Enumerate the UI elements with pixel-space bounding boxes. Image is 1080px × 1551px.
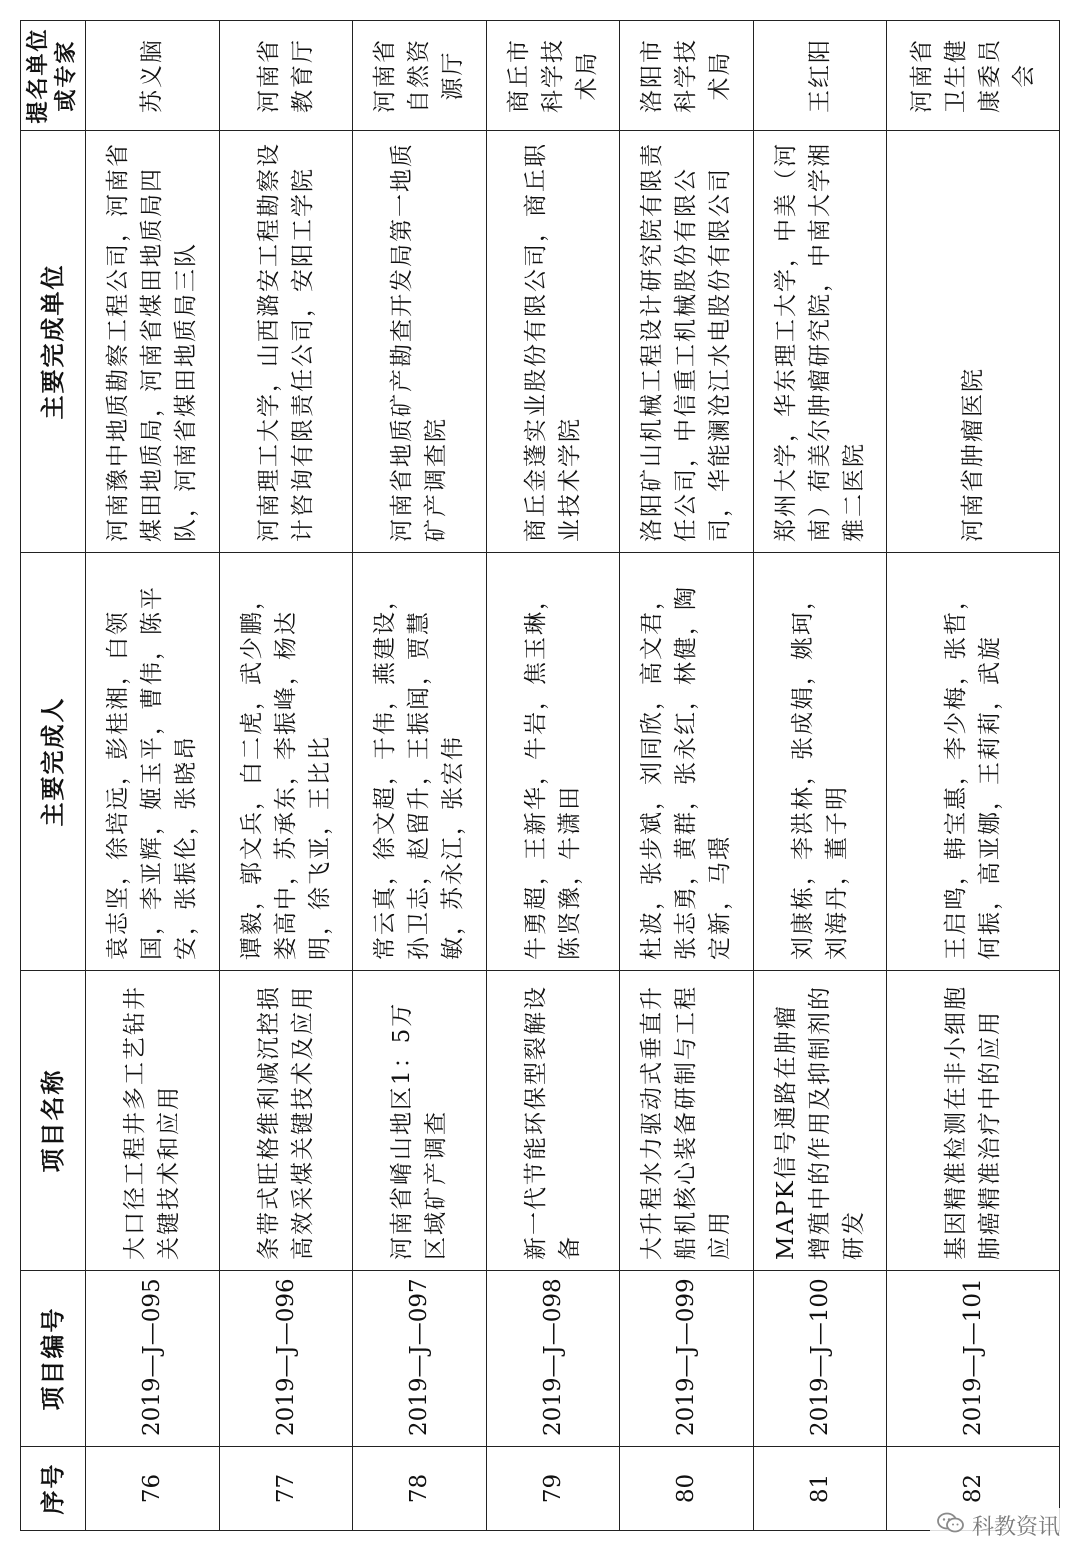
cell-code: 2019—J—099 — [620, 1271, 754, 1447]
cell-code: 2019—J—096 — [219, 1271, 353, 1447]
cell-people: 刘康栋，李洪林，张成娟，姚珂，刘海丹，董子明 — [753, 553, 887, 971]
table-row — [353, 21, 487, 1531]
header-nominator-line1: 提名单位 — [26, 27, 51, 124]
watermark — [930, 1508, 1066, 1543]
cell-nominator: 商丘市科学技术局 — [486, 21, 620, 131]
cell-units: 河南省地质矿产勘查开发局第一地质矿产调查院 — [353, 131, 487, 553]
header-no: 序号 — [21, 1447, 86, 1531]
rotated-table-container — [20, 21, 1060, 1531]
header-nominator-line2: 或专家 — [54, 39, 79, 112]
wechat-icon — [936, 1511, 966, 1541]
cell-no: 76 — [86, 1447, 220, 1531]
table-row — [887, 21, 1060, 1531]
cell-no: 80 — [620, 1447, 754, 1531]
cell-people: 杜波，张步斌，刘同欣，高文君，张志勇，黄群，张永红，林健，陶定新，马璟 — [620, 553, 754, 971]
cell-no: 81 — [753, 1447, 887, 1531]
cell-people: 牛勇超，王新华，牛岩，焦玉琳，陈贤豫，牛潇田 — [486, 553, 620, 971]
cell-units: 郑州大学，华东理工大学，中美（河南）荷美尔肿瘤研究院，中南大学湘雅二医院 — [753, 131, 887, 553]
cell-code: 2019—J—098 — [486, 1271, 620, 1447]
cell-nominator: 洛阳市科学技术局 — [620, 21, 754, 131]
cell-name: MAPK信号通路在肿瘤增殖中的作用及抑制剂的研发 — [753, 971, 887, 1271]
project-table — [20, 20, 1060, 1531]
watermark-text: 科教资讯 — [971, 1515, 1060, 1540]
cell-code: 2019—J—100 — [753, 1271, 887, 1447]
table-row — [219, 21, 353, 1531]
table-row — [753, 21, 887, 1531]
header-people: 主要完成人 — [21, 553, 86, 971]
cell-name: 大口径工程井多工艺钻井关键技术和应用 — [86, 971, 220, 1271]
table-header-row — [21, 21, 86, 1531]
cell-people: 常云真，徐文超，于伟，燕建设，孙卫志，赵留升，王振闻，贾慧敏，苏永江，张宏伟 — [353, 553, 487, 971]
cell-units: 河南省肿瘤医院 — [887, 131, 1060, 553]
cell-no: 77 — [219, 1447, 353, 1531]
cell-units: 商丘金蓬实业股份有限公司，商丘职业技术学院 — [486, 131, 620, 553]
cell-people: 谭毅，郭文兵，白二虎，武少鹏，娄高中，苏承东，李振峰，杨达明，徐飞亚，王比比 — [219, 553, 353, 971]
cell-name: 条带式旺格维利减沉控损高效采煤关键技术及应用 — [219, 971, 353, 1271]
cell-units: 河南豫中地质勘察工程公司，河南省煤田地质局，河南省煤田地质局四队，河南省煤田地质局三队 — [86, 131, 220, 553]
cell-people: 王启鸣，韩宝惠，李少梅，张哲，何振，高亚娜，王莉莉，武旋 — [887, 553, 1060, 971]
cell-units: 洛阳矿山机械工程设计研究院有限责任公司，中信重工机械股份有限公司，华能澜沧江水电股份有限公司 — [620, 131, 754, 553]
header-units: 主要完成单位 — [21, 131, 86, 553]
cell-code: 2019—J—097 — [353, 1271, 487, 1447]
table-row — [86, 21, 220, 1531]
cell-people: 袁志坚，徐培远，彭桂湘，白领国，李亚辉，姬玉平，曹伟，陈平安，张振伦，张晓昂 — [86, 553, 220, 971]
cell-units: 河南理工大学，山西潞安工程勘察设计咨询有限责任公司，安阳工学院 — [219, 131, 353, 553]
cell-name: 基因精准检测在非小细胞肺癌精准治疗中的应用 — [887, 971, 1060, 1271]
cell-nominator: 河南省自然资源厅 — [353, 21, 487, 131]
cell-name: 大升程水力驱动式垂直升船机核心装备研制与工程应用 — [620, 971, 754, 1271]
cell-no: 79 — [486, 1447, 620, 1531]
table-row — [486, 21, 620, 1531]
table-row — [620, 21, 754, 1531]
cell-name: 河南省崤山地区1：5万区域矿产调查 — [353, 971, 487, 1271]
cell-no: 82 — [887, 1447, 1060, 1531]
header-nominator — [21, 21, 86, 131]
header-name: 项目名称 — [21, 971, 86, 1271]
header-code: 项目编号 — [21, 1271, 86, 1447]
cell-nominator: 河南省教育厅 — [219, 21, 353, 131]
cell-nominator: 苏义脑 — [86, 21, 220, 131]
cell-nominator: 河南省卫生健康委员会 — [887, 21, 1060, 131]
cell-no: 78 — [353, 1447, 487, 1531]
cell-code: 2019—J—095 — [86, 1271, 220, 1447]
cell-name: 新一代节能环保型裂解设备 — [486, 971, 620, 1271]
cell-code: 2019—J—101 — [887, 1271, 1060, 1447]
cell-nominator: 王红阳 — [753, 21, 887, 131]
